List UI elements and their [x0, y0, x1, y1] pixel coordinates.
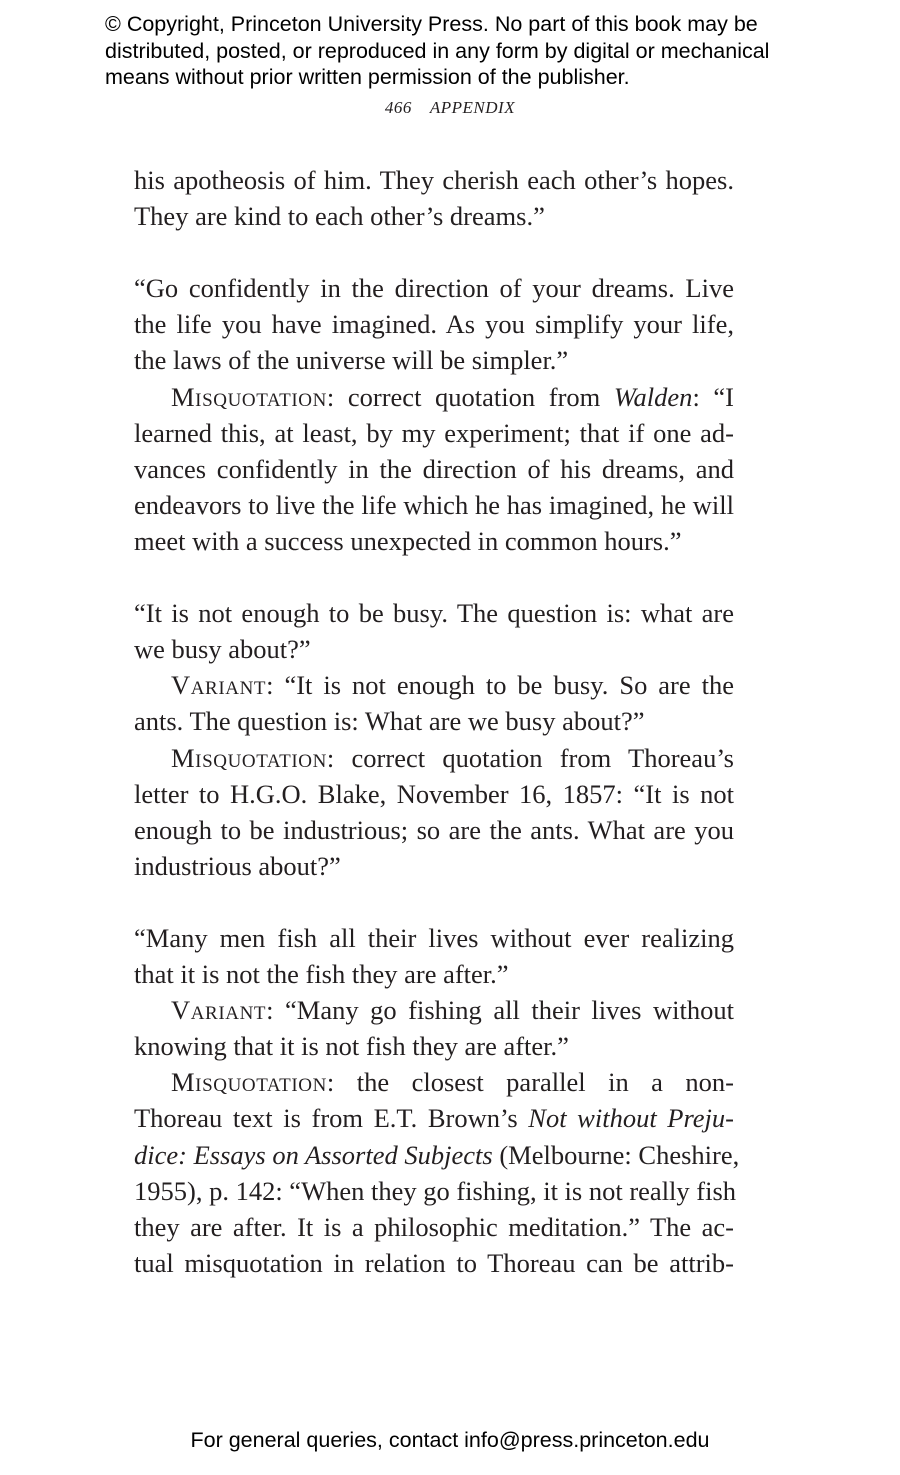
misquotation-label: Misquotation [171, 1067, 327, 1098]
text-line: they are after. It is a philosophic meditation.” The ac- [134, 1211, 734, 1242]
copyright-line: means without prior written permission of the publisher. [105, 65, 630, 89]
text-line: tual misquotation in relation to Thoreau can be attrib- [134, 1247, 734, 1278]
quote-line: “Many men fish all their lives without ever realizing [134, 922, 734, 953]
section-title: APPENDIX [429, 98, 516, 117]
text-line: knowing that it is not fish they are after.” [134, 1031, 569, 1062]
text-line: his apotheosis of him. They cherish each other’s hopes. [134, 165, 734, 195]
text-line: meet with a success unexpected in common hours.” [134, 525, 682, 556]
misquotation-label: Misquotation [171, 381, 327, 412]
variant-entry: Variant: “Many go fishing all their lives without [171, 995, 734, 1026]
text-line: 1955), p. 142: “When they go fishing, it is not really fish [134, 1175, 737, 1206]
quote-line: “Go confidently in the direction of your dreams. Live [134, 273, 734, 304]
running-head [0, 98, 900, 118]
text-line: They are kind to each other’s dreams.” [134, 201, 545, 232]
quote-line: that it is not the fish they are after.” [134, 959, 509, 990]
variant-label: Variant [171, 995, 267, 1026]
quote-line: the laws of the universe will be simpler.” [134, 345, 569, 376]
text-line: learned this, at least, by my experiment; that if one ad- [134, 417, 734, 448]
text-line: letter to H.G.O. Blake, November 16, 1857: “It is not [134, 778, 734, 809]
text-line: vances confidently in the direction of his dreams, and [134, 453, 734, 484]
book-title: Not without Preju- [528, 1103, 734, 1134]
quote-line: “It is not enough to be busy. The question is: what are [134, 598, 734, 629]
body-text [134, 162, 740, 1281]
text-line: endeavors to live the life which he has imagined, he will [134, 489, 734, 520]
text-line: dice: Essays on Assorted Subjects (Melbourne: Cheshire, [134, 1139, 740, 1170]
quote-line: the life you have imagined. As you simplify your life, [134, 309, 734, 340]
copyright-line: distributed, posted, or reproduced in any form by digital or mechanical [105, 38, 770, 63]
book-title: dice: Essays on Assorted Subjects [134, 1139, 493, 1170]
misquotation-entry: Misquotation: correct quotation from Walden: “I [171, 381, 735, 412]
footer-contact: For general queries, contact info@press.princeton.edu [190, 1428, 710, 1452]
text-line: industrious about?” [134, 850, 341, 881]
variant-entry: Variant: “It is not enough to be busy. So are the [171, 670, 734, 701]
quote-line: we busy about?” [134, 634, 311, 665]
text-line: Thoreau text is from E.T. Brown’s Not without Preju- [134, 1103, 734, 1134]
book-title: Walden [613, 381, 693, 412]
page-number: 466 [384, 98, 412, 117]
misquotation-entry: Misquotation: correct quotation from Thoreau’s [171, 742, 734, 773]
copyright-notice [105, 11, 825, 91]
text-line: enough to be industrious; so are the ants. What are you [134, 814, 734, 845]
variant-label: Variant [171, 670, 267, 701]
text-line: ants. The question is: What are we busy about?” [134, 706, 645, 737]
copyright-line: © Copyright, Princeton University Press. No part of this book may be [105, 12, 758, 36]
misquotation-entry: Misquotation: the closest parallel in a non- [171, 1067, 734, 1098]
misquotation-label: Misquotation [171, 742, 327, 773]
